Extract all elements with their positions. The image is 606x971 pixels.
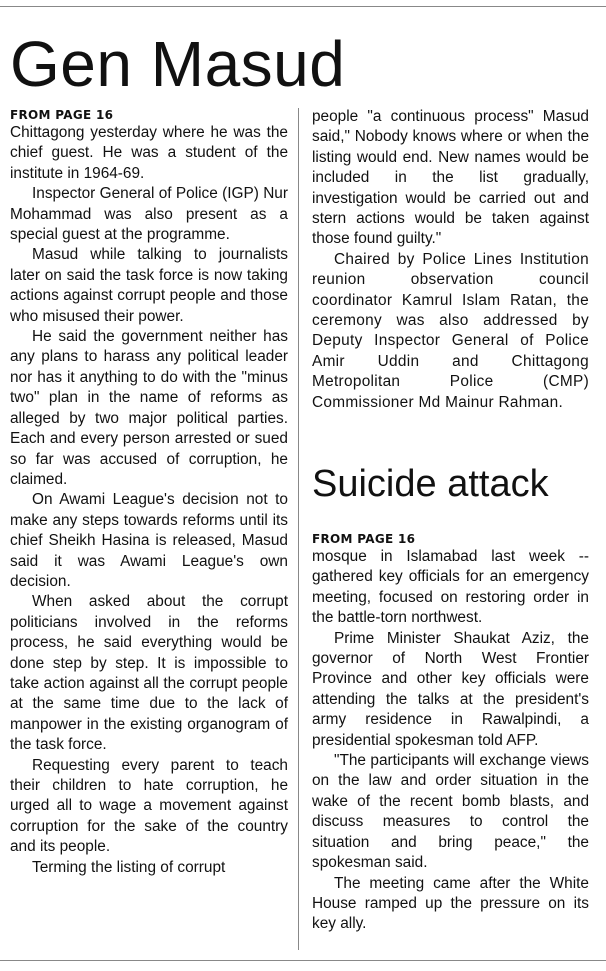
paragraph: Inspector General of Police (IGP) Nur Mohammad was also present as a special guest at the programme. [10, 185, 288, 244]
headline-gen-masud: Gen Masud [10, 28, 346, 100]
paragraph: The meeting came after the White House ramped up the pressure on its key ally. [312, 874, 589, 933]
paragraph: "The participants will exchange views on the law and order situation in the wake of the recent bomb blasts, and discuss measures to control the situation and bring peace," the spokesman said. [312, 752, 589, 872]
paragraph: Prime Minister Shaukat Aziz, the governor of North West Frontier Province and other key officials were attending the talks at the president's army residence in Rawalpindi, a presidential spokesman told AFP. [312, 629, 589, 749]
paragraph: Chaired by Police Lines Institution reunion observation council coordinator Kamrul Islam Ratan, the ceremony was also addressed by Deputy Inspector General of Police Amir Uddin and Chittagong Metropolitan Police (CMP) Commissioner Md Mainur Rahman. [312, 250, 589, 411]
top-rule [0, 6, 606, 7]
article-gen-masud-column-2 [312, 107, 589, 413]
paragraph: mosque in Islamabad last week -- gathered key officials for an emergency meeting, focused on restoring order in the battle-torn northwest. [312, 548, 589, 627]
article-gen-masud-column-1 [10, 107, 288, 878]
bottom-rule [0, 960, 606, 961]
headline-suicide-attack: Suicide attack [312, 463, 549, 505]
jump-label: FROM PAGE 16 [312, 532, 416, 546]
paragraph: When asked about the corrupt politicians involved in the reforms process, he said everything would be done step by step. It is impossible to take action against all the corrupt people at the same time due to the lack of manpower in the existing organogram of the task force. [10, 593, 288, 754]
article-suicide-attack [312, 531, 589, 935]
paragraph: On Awami League's decision not to make any steps towards reforms until its chief Sheikh Hasina is released, Masud said it was Awami League's own decision. [10, 491, 288, 590]
paragraph: Terming the listing of corrupt [32, 858, 226, 876]
paragraph: people "a continuous process" Masud said," Nobody knows where or when the listing would end. New names would be included in the list gradually, investigation would be carried out and stern actions would be taken against those found guilty." [312, 108, 589, 248]
jump-label: FROM PAGE 16 [10, 108, 114, 122]
paragraph: Chittagong yesterday where he was the chief guest. He was a student of the institute in 1964-69. [10, 124, 288, 182]
column-divider [298, 108, 299, 950]
paragraph: Requesting every parent to teach their children to hate corruption, he urged all to wage a movement against corruption for the sake of the country and its people. [10, 756, 288, 856]
paragraph: He said the government neither has any plans to harass any political leader nor has it anything to do with the "minus two" plan in the name of reforms as alleged by two major political parties. Each and every person arrested or sued so far was accused of corruption, he claimed. [10, 328, 288, 488]
paragraph: Masud while talking to journalists later on said the task force is now taking actions against corrupt people and those who misused their power. [10, 246, 288, 325]
